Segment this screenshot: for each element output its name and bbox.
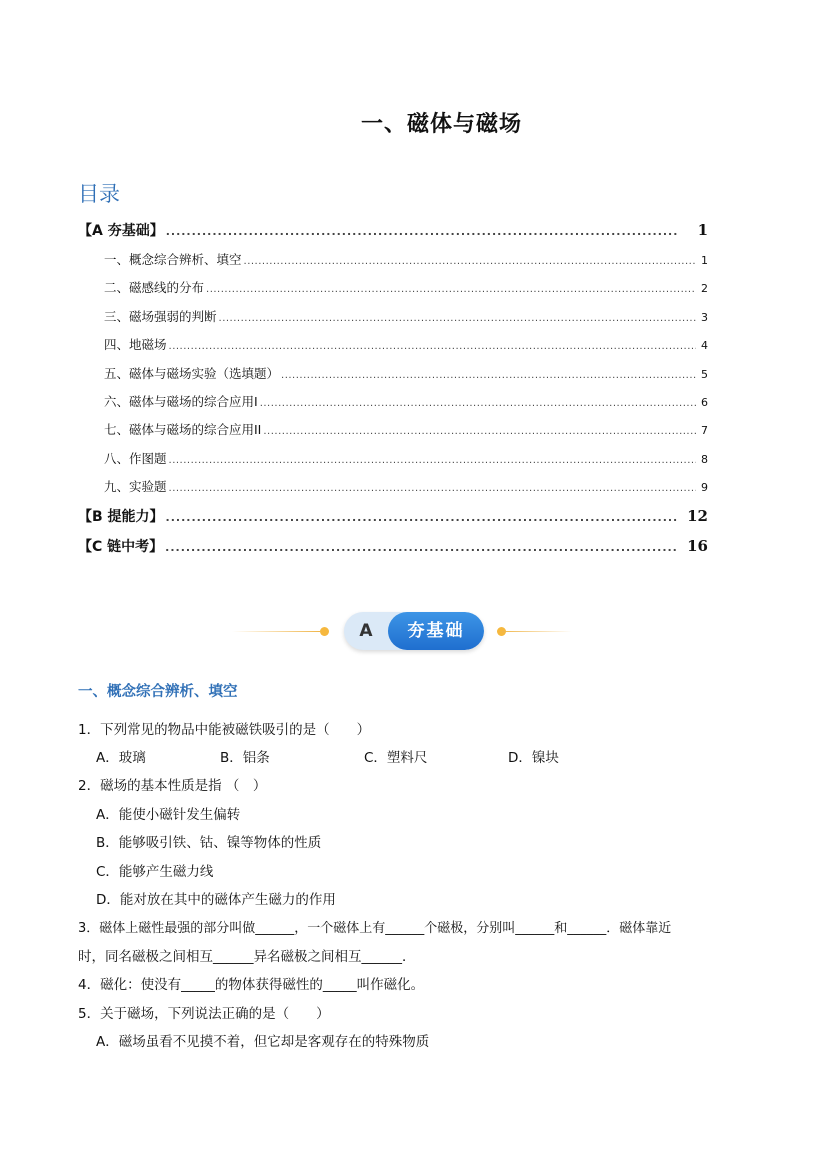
toc-leader-dots — [169, 455, 696, 466]
toc-leader-dots — [169, 341, 696, 352]
q1-option-a: A．玻璃 — [96, 750, 146, 766]
q5-option-a: A．磁场虽看不见摸不着，但它却是客观存在的特殊物质 — [96, 1034, 430, 1050]
toc-entry-page: 7 — [701, 424, 708, 438]
toc-entry-page: 2 — [701, 282, 708, 296]
page-title: 一、磁体与磁场 — [360, 112, 522, 137]
toc-entry-label: 【B 提能力】 — [78, 508, 164, 525]
toc-entry-page: 6 — [701, 395, 708, 409]
toc-entry-8[interactable] — [78, 449, 708, 477]
toc-entry-label: 六、磁体与磁场的综合应用I — [104, 393, 258, 409]
section-banner — [232, 612, 572, 650]
toc-entry-label: 九、实验题 — [104, 479, 167, 495]
toc-entry-page: 12 — [687, 506, 708, 525]
toc-entry-page: 9 — [701, 481, 708, 495]
toc-leader-dots — [166, 511, 678, 524]
q1-option-d: D．镍块 — [508, 750, 559, 766]
question-3-line-2: 时，同名磁极之间相互______异名磁极之间相互______． — [78, 949, 416, 965]
toc-entry-label: 二、磁感线的分布 — [104, 280, 205, 296]
q2-option-c: C．能够产生磁力线 — [96, 864, 214, 880]
banner-line-right — [502, 631, 572, 632]
question-2: 2．磁场的基本性质是指 （ ） — [78, 778, 267, 794]
toc-entry-5[interactable] — [78, 364, 708, 392]
toc-entry-page: 8 — [701, 452, 708, 466]
toc-entry-page: 16 — [687, 536, 708, 555]
toc-leader-dots — [165, 541, 678, 554]
toc-entry-3[interactable] — [78, 307, 708, 335]
toc-leader-dots — [244, 256, 696, 267]
toc-entry-label: 【A 夯基础】 — [78, 223, 164, 239]
toc-entry-label: 四、地磁场 — [104, 337, 167, 353]
toc-heading: 目录 — [78, 182, 120, 206]
q1-option-c: C．塑料尺 — [364, 750, 428, 766]
toc-leader-dots — [260, 398, 696, 409]
toc-entry-page: 4 — [701, 339, 708, 353]
question-5: 5．关于磁场，下列说法正确的是（ ） — [78, 1006, 330, 1022]
q2-option-a: A．能使小磁针发生偏转 — [96, 807, 241, 823]
toc-leader-dots — [206, 284, 696, 295]
toc-entry-page: 3 — [701, 310, 708, 324]
q1-option-b: B．铝条 — [220, 750, 270, 766]
toc-entry-b[interactable] — [78, 506, 708, 536]
toc-entry-page: 1 — [701, 254, 708, 267]
toc-leader-dots — [281, 370, 696, 381]
toc-entry-4[interactable] — [78, 335, 708, 363]
banner-pill — [344, 612, 484, 650]
banner-dot-left — [320, 627, 329, 636]
banner-letter: A — [359, 621, 373, 641]
banner-name: 夯基础 — [388, 612, 484, 650]
banner-line-left — [232, 631, 320, 632]
toc-entry-7[interactable] — [78, 420, 708, 448]
toc-entry-2[interactable] — [78, 278, 708, 306]
toc-leader-dots — [166, 225, 678, 238]
question-4: 4．磁化：使没有_____的物体获得磁性的_____叫作磁化。 — [78, 977, 425, 993]
toc-entry-9[interactable] — [78, 477, 708, 505]
toc-entry-label: 七、磁体与磁场的综合应用II — [104, 422, 262, 438]
toc-entry-1[interactable] — [78, 250, 708, 278]
toc-leader-dots — [219, 313, 696, 324]
toc-entry-label: 一、概念综合辨析、填空 — [104, 252, 242, 267]
question-3-line-1: 3．磁体上磁性最强的部分叫做______，一个磁体上有______个磁极，分别叫______和______．磁体靠近 — [78, 921, 672, 936]
question-1: 1．下列常见的物品中能被磁铁吸引的是（ ） — [78, 722, 371, 738]
toc-entry-a[interactable] — [78, 220, 708, 250]
toc-entry-page: 5 — [701, 367, 708, 381]
toc-entry-label: 八、作图题 — [104, 450, 167, 466]
toc-entry-label: 五、磁体与磁场实验（选填题） — [104, 365, 280, 381]
q2-option-d: D．能对放在其中的磁体产生磁力的作用 — [96, 892, 336, 908]
toc-entry-6[interactable] — [78, 392, 708, 420]
toc-entry-label: 三、磁场强弱的判断 — [104, 308, 217, 324]
toc-entry-c[interactable] — [78, 536, 708, 566]
toc-leader-dots — [169, 483, 696, 494]
toc-entry-page: 1 — [697, 221, 708, 239]
table-of-contents — [78, 220, 708, 566]
toc-leader-dots — [263, 426, 696, 437]
toc-entry-label: 【C 链中考】 — [78, 538, 164, 555]
section-heading: 一、概念综合辨析、填空 — [78, 684, 238, 700]
q2-option-b: B．能够吸引铁、钴、镍等物体的性质 — [96, 835, 322, 851]
